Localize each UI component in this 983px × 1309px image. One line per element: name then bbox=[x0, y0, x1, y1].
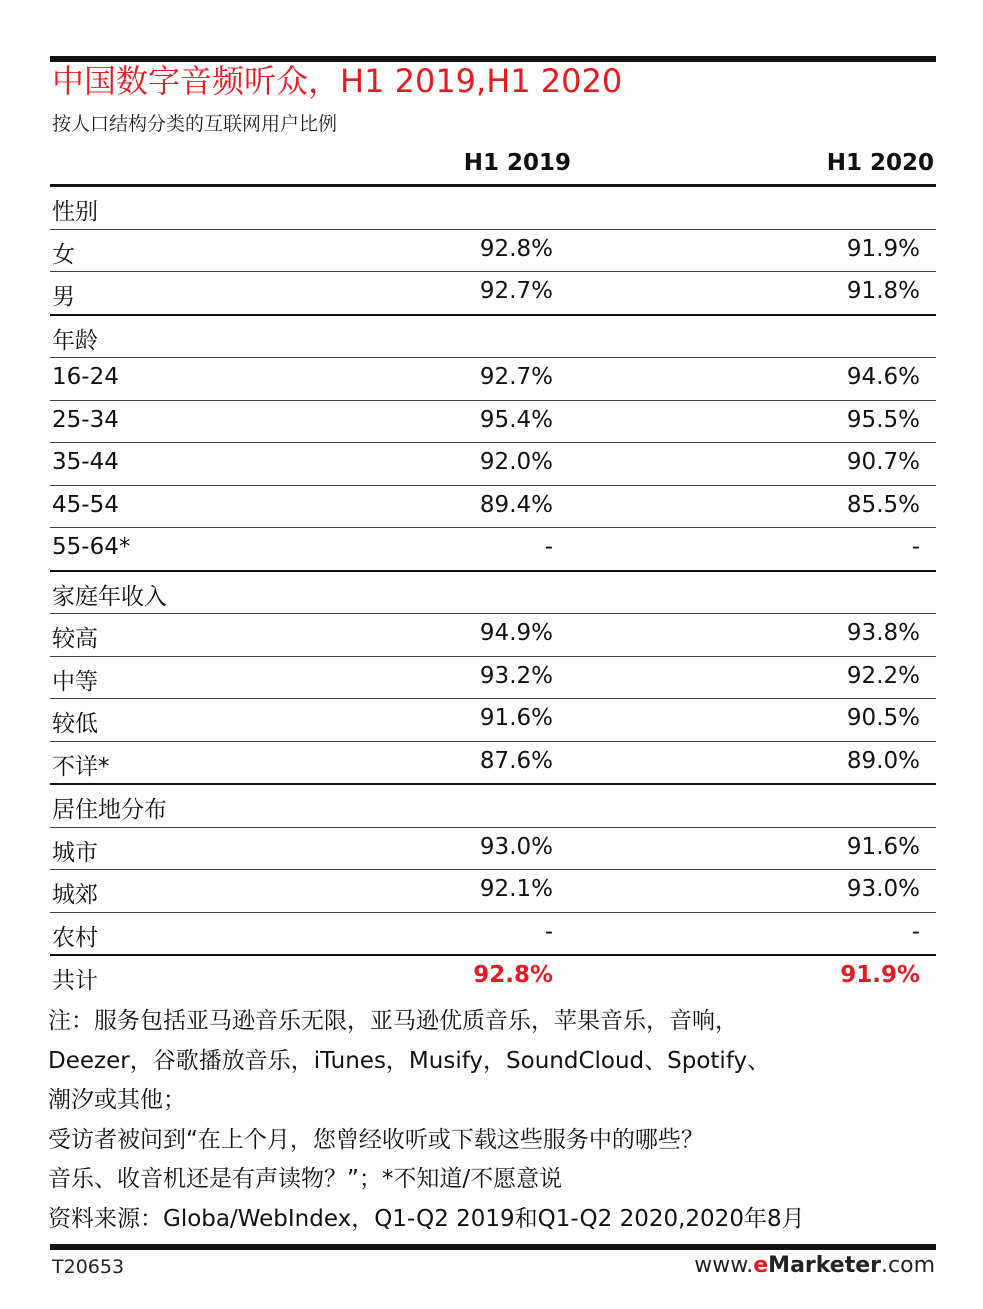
total-value-h1-2019: 92.8% bbox=[473, 962, 553, 988]
column-header-h1-2019: H1 2019 bbox=[463, 150, 571, 176]
row-label: 城郊 bbox=[52, 882, 98, 908]
value-h1-2019: 92.0% bbox=[479, 449, 553, 475]
footnote-line: 资料来源：Globa/WebIndex，Q1-Q2 2019和Q1-Q2 2020,2020年8月 bbox=[48, 1205, 805, 1232]
value-h1-2019: 94.9% bbox=[479, 620, 553, 646]
row-label: 55-64* bbox=[52, 534, 131, 560]
value-h1-2020: 93.8% bbox=[846, 620, 920, 646]
brand-url bbox=[694, 1253, 935, 1278]
group-label: 年龄 bbox=[52, 327, 98, 354]
table-row bbox=[50, 870, 936, 913]
group-label: 居住地分布 bbox=[52, 797, 167, 823]
table-row bbox=[50, 230, 936, 273]
row-label: 中等 bbox=[52, 668, 98, 695]
data-table bbox=[50, 142, 936, 998]
row-label: 16-24 bbox=[52, 364, 119, 390]
group-label: 性别 bbox=[52, 199, 98, 225]
row-label: 35-44 bbox=[52, 449, 119, 475]
value-h1-2020: 91.6% bbox=[846, 833, 920, 860]
brand-suffix: .com bbox=[881, 1253, 935, 1278]
table-row bbox=[50, 742, 936, 786]
footnote-line: Deezer，谷歌播放音乐，iTunes，Musify，SoundCloud、Spotify、 bbox=[48, 1047, 771, 1074]
group-header-row bbox=[50, 785, 936, 828]
value-h1-2019: 92.8% bbox=[479, 235, 553, 262]
row-label: 男 bbox=[52, 284, 75, 310]
footnote-line: 受访者被问到“在上个月，您曾经收听或下载这些服务中的哪些？ bbox=[48, 1126, 704, 1153]
table-row bbox=[50, 828, 936, 871]
value-h1-2020: 91.8% bbox=[846, 278, 920, 304]
value-h1-2020: 95.5% bbox=[846, 406, 920, 433]
brand-main: Marketer bbox=[768, 1253, 882, 1278]
row-label: 不详* bbox=[52, 753, 110, 780]
group-header-row bbox=[50, 572, 936, 615]
value-h1-2019: 93.2% bbox=[479, 662, 553, 689]
table-row bbox=[50, 486, 936, 529]
value-h1-2019: 89.4% bbox=[479, 491, 553, 518]
chart-subtitle: 按人口结构分类的互联网用户比例 bbox=[52, 113, 338, 135]
value-h1-2019: 93.0% bbox=[479, 833, 553, 860]
value-h1-2019: 87.6% bbox=[479, 747, 553, 774]
table-body bbox=[50, 187, 936, 998]
table-row bbox=[50, 443, 936, 486]
brand-prefix: www. bbox=[694, 1253, 754, 1278]
value-h1-2020: 91.9% bbox=[846, 235, 920, 262]
total-row bbox=[50, 956, 936, 998]
value-h1-2019: - bbox=[544, 918, 553, 945]
table-row bbox=[50, 528, 936, 572]
chart-code: T20653 bbox=[52, 1256, 125, 1278]
column-header-h1-2020: H1 2020 bbox=[826, 150, 934, 176]
row-label: 较低 bbox=[52, 711, 98, 737]
row-label: 城市 bbox=[52, 839, 98, 866]
value-h1-2020: 90.7% bbox=[846, 449, 920, 475]
row-label: 农村 bbox=[52, 924, 98, 951]
table-row bbox=[50, 614, 936, 657]
chart-title: 中国数字音频听众，H1 2019,H1 2020 bbox=[52, 62, 623, 100]
value-h1-2020: 90.5% bbox=[846, 705, 920, 731]
value-h1-2019: - bbox=[544, 534, 553, 560]
row-label: 较高 bbox=[52, 626, 98, 652]
footnote-line: 音乐、收音机还是有声读物？”；*不知道/不愿意说 bbox=[48, 1166, 563, 1192]
brand-e: e bbox=[753, 1253, 769, 1278]
value-h1-2020: 92.2% bbox=[846, 662, 920, 689]
value-h1-2019: 92.1% bbox=[479, 876, 553, 902]
value-h1-2019: 92.7% bbox=[479, 364, 553, 390]
value-h1-2019: 95.4% bbox=[479, 406, 553, 433]
value-h1-2020: - bbox=[911, 534, 920, 560]
footnote-line: 潮汐或其他； bbox=[48, 1087, 186, 1113]
footnotes bbox=[48, 1002, 928, 1239]
value-h1-2020: 93.0% bbox=[846, 876, 920, 902]
group-header-row bbox=[50, 187, 936, 230]
row-label: 25-34 bbox=[52, 406, 119, 433]
table-row bbox=[50, 272, 936, 316]
table-row bbox=[50, 358, 936, 401]
value-h1-2020: 89.0% bbox=[846, 747, 920, 774]
total-label: 共计 bbox=[52, 968, 98, 994]
group-label: 家庭年收入 bbox=[52, 583, 167, 610]
value-h1-2019: 91.6% bbox=[479, 705, 553, 731]
value-h1-2019: 92.7% bbox=[479, 278, 553, 304]
table-row bbox=[50, 401, 936, 444]
row-label: 女 bbox=[52, 241, 75, 268]
column-header-row bbox=[50, 142, 936, 187]
value-h1-2020: 94.6% bbox=[846, 364, 920, 390]
group-header-row bbox=[50, 316, 936, 359]
footnote-line: 注：服务包括亚马逊音乐无限，亚马逊优质音乐，苹果音乐，音响， bbox=[48, 1008, 738, 1034]
bottom-rule bbox=[50, 1244, 936, 1250]
value-h1-2020: 85.5% bbox=[846, 491, 920, 518]
value-h1-2020: - bbox=[911, 918, 920, 945]
table-row bbox=[50, 913, 936, 957]
table-row bbox=[50, 657, 936, 700]
table-row bbox=[50, 699, 936, 742]
total-value-h1-2020: 91.9% bbox=[840, 962, 920, 988]
row-label: 45-54 bbox=[52, 491, 119, 518]
